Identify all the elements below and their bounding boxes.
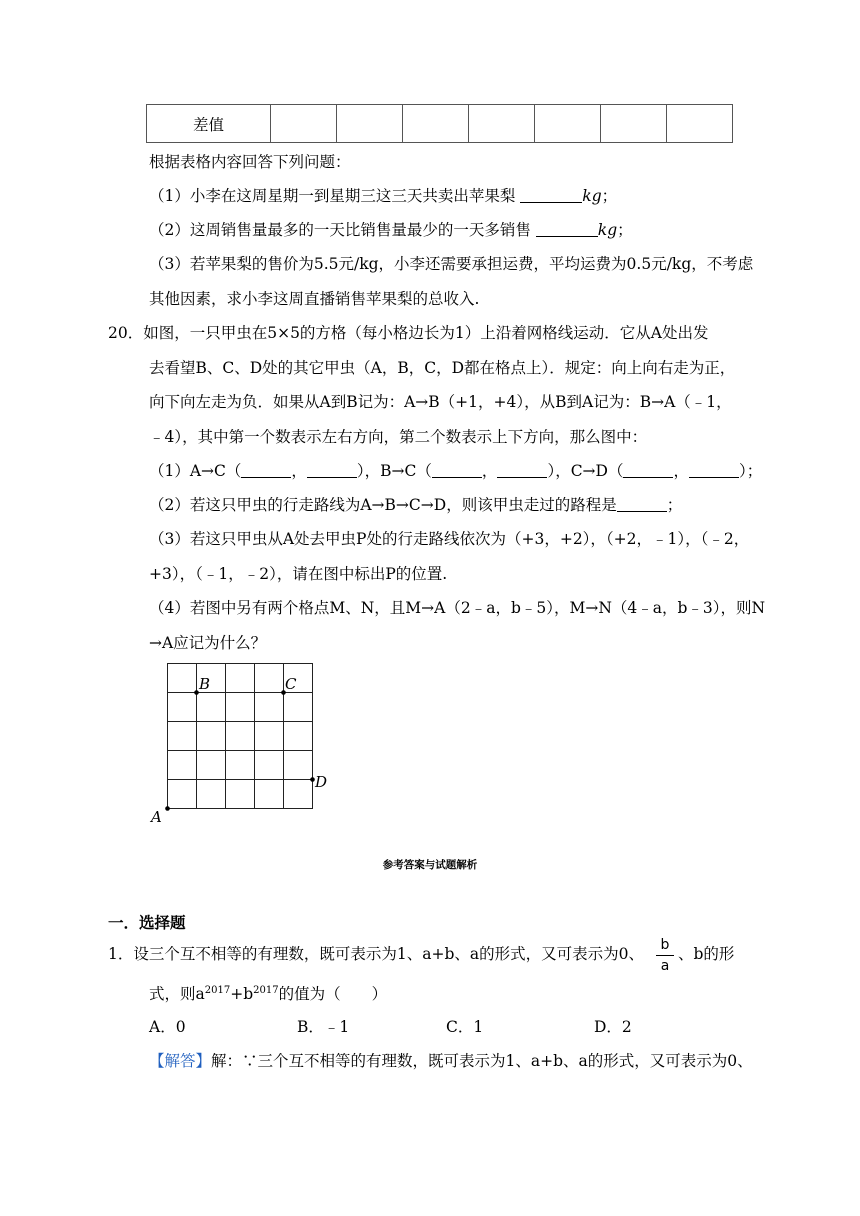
label-a: A (151, 808, 162, 826)
a1-line2: 式，则$a^{2017}+b^{2017}$的值为（ ） (149, 985, 388, 1003)
q19-part1: （1）小李在这周星期一到星期三这三天共卖出苹果梨 kg； (149, 187, 618, 205)
option-a: A．0 (149, 1018, 186, 1036)
difference-table (146, 104, 733, 143)
q19-part3-line2: 其他因素，求小李这周直播销售苹果梨的总收入. (149, 290, 480, 308)
table-row-label: 差值 (147, 105, 271, 143)
q20-part4-line2: →A应记为什么？ (149, 634, 267, 652)
answer-blank[interactable] (307, 462, 357, 478)
q20-part4-line1: （4）若图中另有两个格点M、N，且M→A（2﹣a，b﹣5），M→N（4﹣a，b﹣3），则N (149, 599, 766, 617)
a1-line1: 1．设三个互不相等的有理数，既可表示为1、a+b、a的形式，又可表示为0、 (108, 945, 644, 963)
q20-line3: 向下向左走为负．如果从A到B记为：A→B（+1，+4），从B到A记为：B→A（﹣1， (149, 393, 732, 411)
q19-part2: （2）这周销售量最多的一天比销售量最少的一天多销售 kg； (149, 221, 633, 239)
answer-blank[interactable] (520, 187, 582, 203)
table-cell (337, 105, 403, 143)
table-cell (535, 105, 601, 143)
solution-line: 【解答】解：∵三个互不相等的有理数，既可表示为1、a+b、a的形式，又可表示为0、 (149, 1052, 753, 1070)
table-row (147, 105, 733, 143)
table-cell (667, 105, 733, 143)
answer-blank[interactable] (536, 221, 598, 237)
label-c: C (285, 675, 297, 693)
section-title: 一．选择题 (108, 914, 186, 932)
label-b: B (199, 675, 211, 693)
q19-intro: 根据表格内容回答下列问题： (149, 153, 351, 171)
q20-part3-line1: （3）若这只甲虫从A处去甲虫P处的行走路线依次为（+3，+2），（+2，﹣1），（﹣2， (149, 530, 750, 548)
label-d: D (315, 773, 328, 791)
answer-blank[interactable] (623, 462, 673, 478)
q19-part3-line1: （3）若苹果梨的售价为5.5元/kg，小李还需要承担运费，平均运费为0.5元/kg，不考虑 (149, 255, 754, 273)
point-a (165, 806, 170, 811)
q20-line1: 20．如图，一只甲虫在5×5的方格（每小格边长为1）上沿着网格线运动．它从A处出发 (108, 324, 709, 342)
q20-part3-line2: +3），（﹣1，﹣2），请在图中标出P的位置. (149, 565, 448, 583)
a1-line1-end: 、b的形 (678, 945, 735, 963)
q20-line2: 去看望B、C、D处的其它甲虫（A，B，C，D都在格点上）．规定：向上向右走为正， (149, 359, 736, 377)
table-cell (271, 105, 337, 143)
q20-line4: ﹣4），其中第一个数表示左右方向，第二个数表示上下方向，那么图中： (149, 428, 648, 446)
answer-blank[interactable] (689, 462, 739, 478)
answer-blank[interactable] (432, 462, 482, 478)
fraction-b-over-a: b a (654, 936, 676, 975)
solution-tag: 【解答】 (149, 1052, 212, 1070)
grid-figure (148, 656, 348, 826)
q20-part1: （1）A→C（ ， ），B→C（ ， ），C→D（ ， ）； (149, 462, 763, 480)
q20-part2: （2）若这只甲虫的行走路线为A→B→C→D，则该甲虫走过的路程是 ； (149, 496, 683, 514)
table-cell (469, 105, 535, 143)
answer-blank[interactable] (497, 462, 547, 478)
answers-title: 参考答案与试题解析 (382, 859, 478, 871)
option-d: D．2 (594, 1018, 632, 1036)
option-c: C．1 (446, 1018, 484, 1036)
answer-blank[interactable] (617, 496, 667, 512)
table-cell (403, 105, 469, 143)
answer-blank[interactable] (241, 462, 291, 478)
table-cell (601, 105, 667, 143)
option-b: B．﹣1 (297, 1018, 350, 1036)
